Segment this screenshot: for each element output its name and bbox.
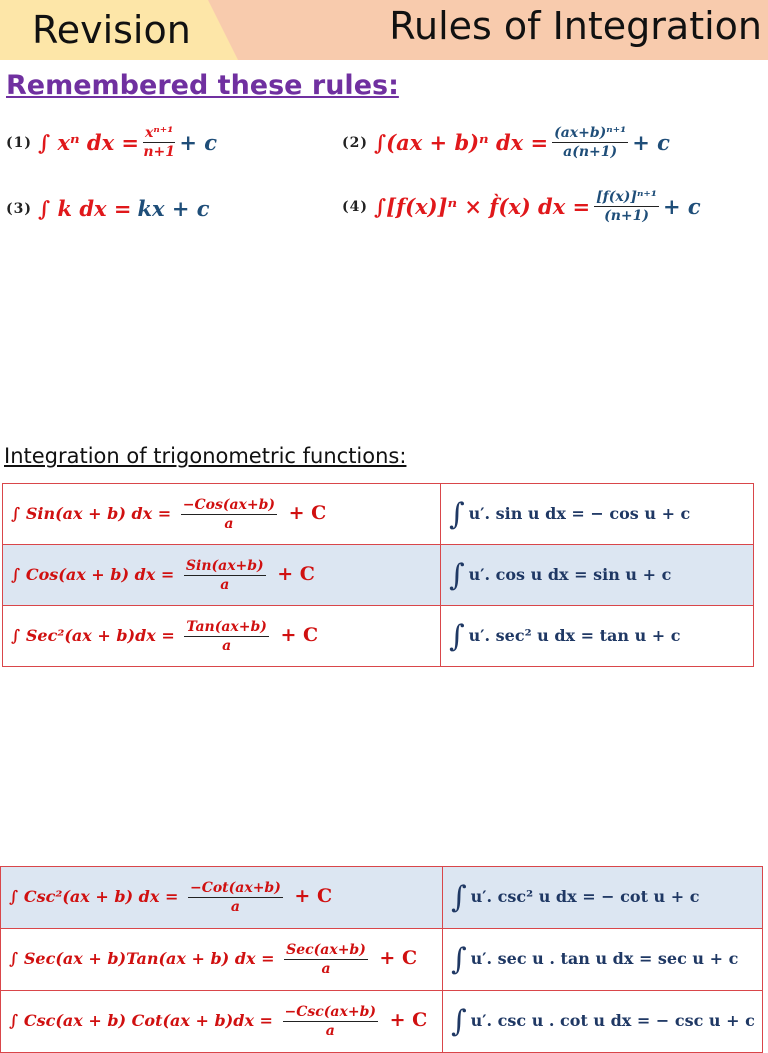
rule-rhs: kx + c xyxy=(137,196,210,221)
page-title: Rules of Integration xyxy=(389,4,762,48)
numerator: Sin(ax+b) xyxy=(185,557,264,574)
numerator: −Csc(ax+b) xyxy=(284,1004,376,1020)
constant: + C xyxy=(379,947,418,969)
fraction xyxy=(284,941,368,978)
fraction xyxy=(143,124,175,161)
trig-section-title: Integration of trigonometric functions: xyxy=(4,444,407,468)
rule-number: (1) xyxy=(6,134,32,151)
formula-lhs: ∫ Cos(ax + b) dx = xyxy=(11,564,175,584)
fraction xyxy=(188,879,283,916)
formula-lhs: ∫ Sin(ax + b) dx = xyxy=(11,503,172,523)
integral-icon: ∫ xyxy=(451,880,467,915)
denominator: n+1 xyxy=(143,144,176,160)
rule-cell xyxy=(443,867,763,929)
rule-number: (2) xyxy=(342,134,368,151)
numerator: Sec(ax+b) xyxy=(286,942,366,958)
constant: + C xyxy=(288,501,327,524)
rule-number: (3) xyxy=(6,200,32,217)
rule-rhs: + c xyxy=(179,130,218,155)
formula-cell xyxy=(3,484,441,545)
rule-lhs: ∫[f(x)]ⁿ × f̀(x) dx = xyxy=(374,194,591,219)
table-row xyxy=(1,991,763,1053)
trig-table-2 xyxy=(0,866,763,1053)
trig-table-1 xyxy=(2,483,754,667)
integral-icon: ∫ xyxy=(449,496,465,532)
rule-cell xyxy=(441,484,754,545)
denominator: a xyxy=(230,899,240,915)
fraction xyxy=(184,618,269,655)
denominator: a xyxy=(220,576,230,593)
numerator: [f(x)]ⁿ⁺¹ xyxy=(596,189,657,205)
rule-2 xyxy=(342,124,670,161)
numerator: −Cot(ax+b) xyxy=(189,880,281,896)
formula-lhs: ∫ Csc(ax + b) Cot(ax + b)dx = xyxy=(9,1011,273,1030)
constant: + C xyxy=(277,562,315,585)
rule-cell xyxy=(441,545,754,606)
table-row xyxy=(1,867,763,929)
rule-text: u′. csc u . cot u dx = − csc u + c xyxy=(470,1011,755,1030)
numerator: xⁿ⁺¹ xyxy=(145,125,174,141)
rule-text: u′. csc² u dx = − cot u + c xyxy=(470,887,700,906)
rule-rhs: + c xyxy=(632,130,670,155)
denominator: a xyxy=(325,1023,335,1039)
denominator: (n+1) xyxy=(604,208,650,224)
constant: + C xyxy=(294,885,333,907)
rule-lhs: ∫ xⁿ dx = xyxy=(38,130,140,155)
fraction xyxy=(181,496,277,533)
rule-3 xyxy=(6,196,210,221)
rule-cell xyxy=(443,929,763,991)
table-row xyxy=(3,545,754,606)
denominator: a xyxy=(224,515,234,532)
integral-icon: ∫ xyxy=(449,557,465,593)
formula-cell xyxy=(1,867,443,929)
rule-cell xyxy=(443,991,763,1053)
table-row xyxy=(3,606,754,667)
integral-icon: ∫ xyxy=(449,618,465,654)
table-row xyxy=(1,929,763,991)
fraction xyxy=(552,124,628,161)
denominator: a xyxy=(222,637,232,654)
rule-text: u′. sec² u dx = tan u + c xyxy=(468,625,681,645)
integral-icon: ∫ xyxy=(451,942,467,977)
numerator: −Cos(ax+b) xyxy=(182,496,276,513)
rule-text: u′. sec u . tan u dx = sec u + c xyxy=(470,949,739,968)
formula-lhs: ∫ Sec²(ax + b)dx = xyxy=(11,625,175,645)
rule-number: (4) xyxy=(342,198,368,215)
formula-cell xyxy=(1,929,443,991)
rule-text: u′. sin u dx = − cos u + c xyxy=(468,503,691,523)
formula-cell xyxy=(3,606,441,667)
section-subtitle: Remembered these rules: xyxy=(6,70,399,101)
fraction xyxy=(184,557,266,594)
formula-lhs: ∫ Csc²(ax + b) dx = xyxy=(9,887,179,906)
rule-4 xyxy=(342,188,701,225)
numerator: (ax+b)ⁿ⁺¹ xyxy=(554,125,627,141)
fraction xyxy=(594,188,659,225)
rule-lhs: ∫(ax + b)ⁿ dx = xyxy=(374,130,549,155)
numerator: Tan(ax+b) xyxy=(186,618,267,635)
rule-rhs: + c xyxy=(662,194,701,219)
fraction xyxy=(283,1003,378,1040)
rule-1 xyxy=(6,124,217,161)
formula-cell xyxy=(3,545,441,606)
rule-lhs: ∫ k dx = xyxy=(38,196,132,221)
integral-icon: ∫ xyxy=(451,1004,467,1039)
formula-cell xyxy=(1,991,443,1053)
formula-lhs: ∫ Sec(ax + b)Tan(ax + b) dx = xyxy=(9,949,275,968)
denominator: a(n+1) xyxy=(563,144,618,160)
revision-label: Revision xyxy=(32,8,191,52)
rule-cell xyxy=(441,606,754,667)
constant: + C xyxy=(389,1009,428,1031)
rule-text: u′. cos u dx = sin u + c xyxy=(468,564,672,584)
denominator: a xyxy=(321,961,331,977)
constant: + C xyxy=(280,623,319,646)
table-row xyxy=(3,484,754,545)
